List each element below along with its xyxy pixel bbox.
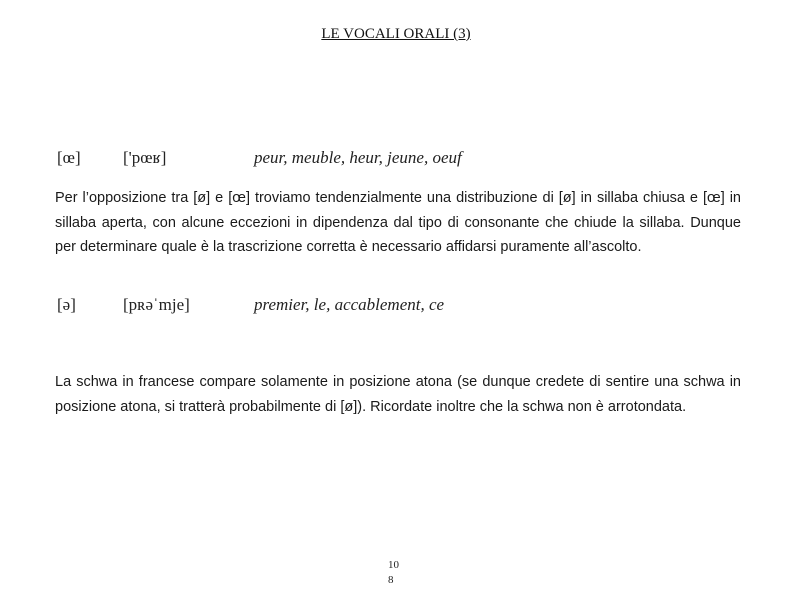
- page-number-line2: 8: [388, 574, 394, 586]
- transcription-peur: ['pœʁ]: [123, 148, 167, 167]
- transcription-premier: [pʀəˈmje]: [123, 295, 190, 314]
- page-number-line1: 10: [388, 559, 399, 571]
- ipa-symbol-schwa: [ə]: [57, 295, 76, 314]
- page-number: [388, 558, 399, 588]
- examples-oe: peur, meuble, heur, jeune, oeuf: [254, 148, 462, 167]
- page-title: LE VOCALI ORALI (3): [321, 26, 471, 42]
- paragraph-schwa: La schwa in francese compare solamente in posizione atona (se dunque credete di sentire una schwa in posizione atona, si tratterà probabilmente di [ø]). Ricordate inoltre che la schwa non è arrotondata.: [55, 374, 741, 415]
- ipa-symbol-oe: [œ]: [57, 148, 81, 167]
- examples-schwa: premier, le, accablement, ce: [254, 295, 445, 314]
- paragraph-opposition: Per l’opposizione tra [ø] e [œ] troviamo tendenzialmente una distribuzione di [ø] in sillaba chiusa e [œ] in sillaba aperta, con alcune eccezioni in dipendenza dal tipo di consonante che chiude la sillaba. Dunque per determinare quale è la trascrizione corretta è necessario affidarsi puramente all’ascolto.: [55, 190, 741, 255]
